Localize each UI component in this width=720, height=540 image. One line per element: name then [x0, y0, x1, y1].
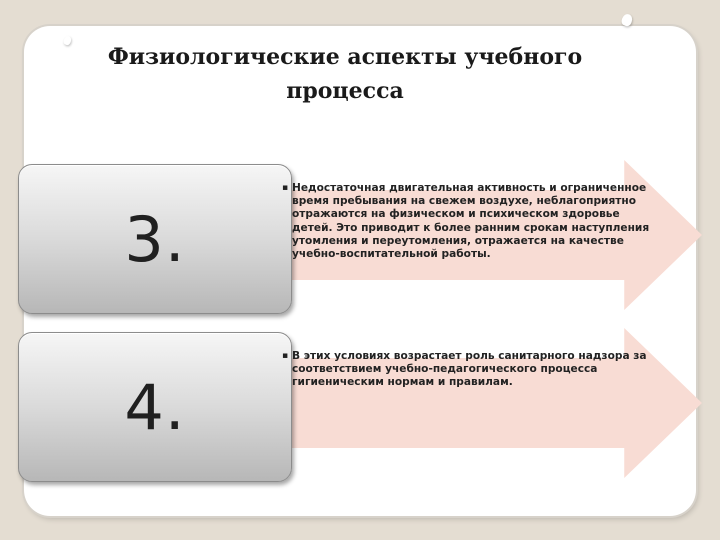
slide-title: Физиологические аспекты учебного процесса — [107, 44, 583, 104]
number-box — [18, 332, 292, 482]
number-box — [18, 164, 292, 314]
item-number: 3. — [124, 202, 186, 276]
bullet-icon: ▪ — [282, 351, 289, 361]
bullet-item — [282, 350, 652, 390]
bullet-text: Недостаточная двигательная активность и ограниченное время пребывания на свежем воздухе, неблагоприятно отражаются на физическом и психическом здоровье детей. Это приводит к более ранним срокам наступления утомления и переутомления, отражается на качестве учебно-воспитательной работы. — [292, 182, 650, 261]
bullet-text: В этих условиях возрастает роль санитарного надзора за соответствием учебно-педагогического процесса гигиеническим нормам и правилам. — [292, 350, 647, 389]
bullet-icon: ▪ — [282, 183, 289, 193]
item-number: 4. — [124, 370, 186, 444]
bullet-item — [282, 182, 652, 261]
